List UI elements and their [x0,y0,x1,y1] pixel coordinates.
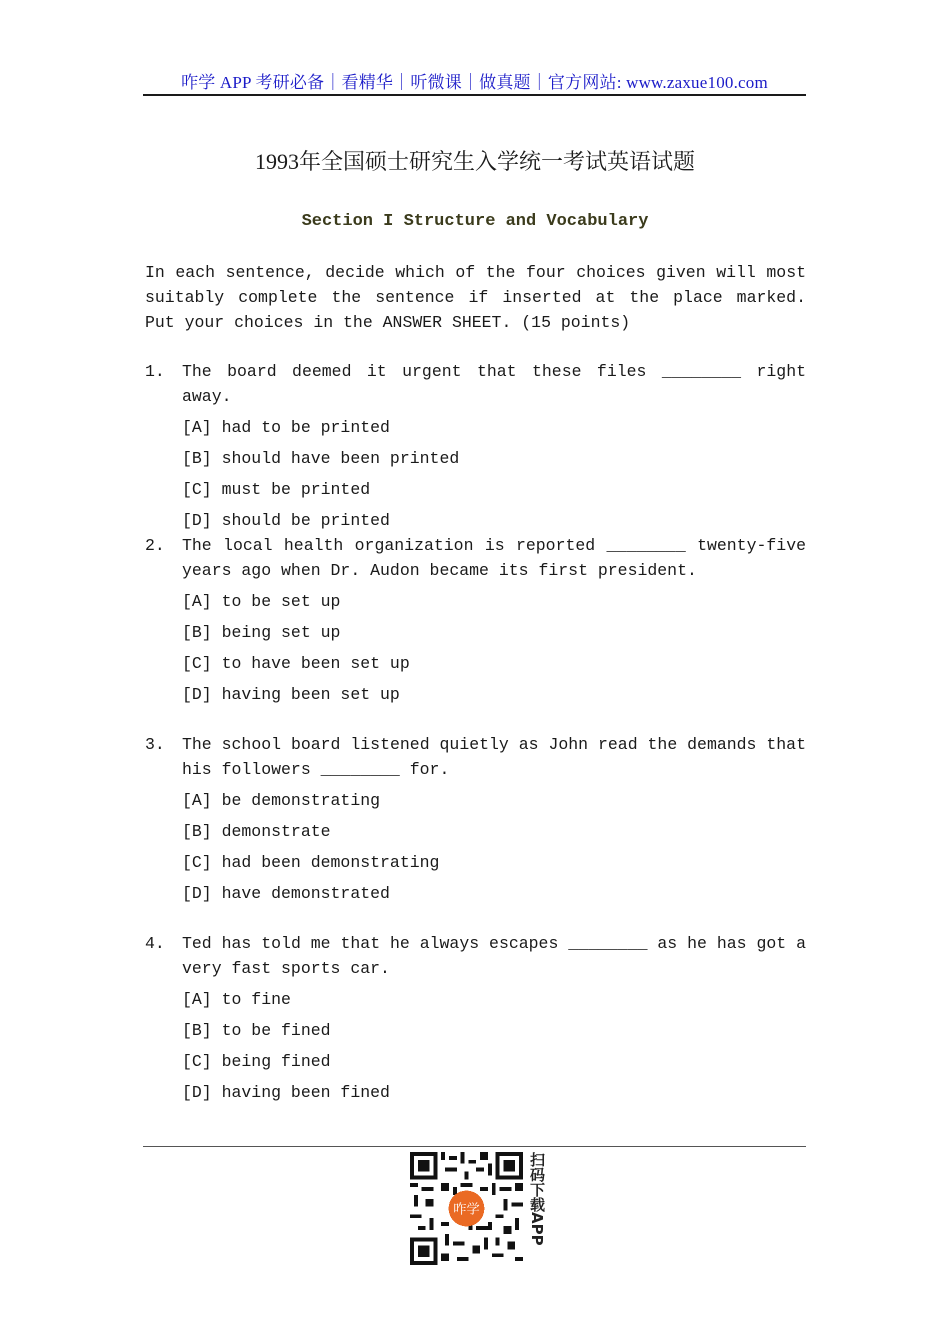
page-header [143,68,806,96]
question-number: 2. [145,536,165,555]
question-4 [145,931,806,1108]
question-1 [145,359,806,536]
option-d: [D] should be printed [182,511,390,530]
options-list [182,984,806,1108]
question-text: The board deemed it urgent that these files ________ right away. [182,362,806,406]
logo-text: 咋学 [453,1202,480,1218]
options-list [182,785,806,909]
header-text: 咋学 APP 考研必备｜看精华｜听微课｜做真题｜官方网站: www.zaxue100.com [181,73,768,92]
instructions: In each sentence, decide which of the four choices given will most suitably complete the sentence if inserted at the place marked. Put your choices in the ANSWER SHEET. (15 points) [145,263,806,332]
question-3 [145,732,806,909]
option-d: [D] having been set up [182,685,400,704]
section-title: Section I Structure and Vocabulary [301,212,649,231]
option-a: [A] had to be printed [182,418,390,437]
question-text: The local health organization is reported ________ twenty-five years ago when Dr. Audon became its first president. [182,536,806,580]
option-b: [B] to be fined [182,1021,331,1040]
option-d: [D] having been fined [182,1083,390,1102]
qr-download-label: 扫码下载APP [528,1152,546,1246]
option-d: [D] have demonstrated [182,884,390,903]
option-c: [C] had been demonstrating [182,853,440,872]
question-text: The school board listened quietly as John read the demands that his followers ________ for. [182,735,806,779]
option-a: [A] be demonstrating [182,791,381,810]
option-b: [B] being set up [182,623,341,642]
options-list [182,586,806,710]
question-stem-row [145,359,806,409]
option-c: [C] must be printed [182,480,371,499]
options-list [182,412,806,536]
question-stem-row [145,931,806,981]
question-number: 3. [145,735,165,754]
question-number: 1. [145,362,165,381]
question-2 [145,533,806,710]
question-stem-row [145,732,806,782]
option-c: [C] being fined [182,1052,331,1071]
option-b: [B] demonstrate [182,822,331,841]
question-text: Ted has told me that he always escapes ________ as he has got a very fast sports car. [182,934,806,978]
option-a: [A] to fine [182,990,291,1009]
question-number: 4. [145,934,165,953]
question-stem-row [145,533,806,583]
option-a: [A] to be set up [182,592,341,611]
option-c: [C] to have been set up [182,654,410,673]
option-b: [B] should have been printed [182,449,460,468]
footer-divider [143,1146,806,1147]
qr-code-icon[interactable] [410,1152,523,1265]
document-title: 1993年全国硕士研究生入学统一考试英语试题 [254,149,695,174]
